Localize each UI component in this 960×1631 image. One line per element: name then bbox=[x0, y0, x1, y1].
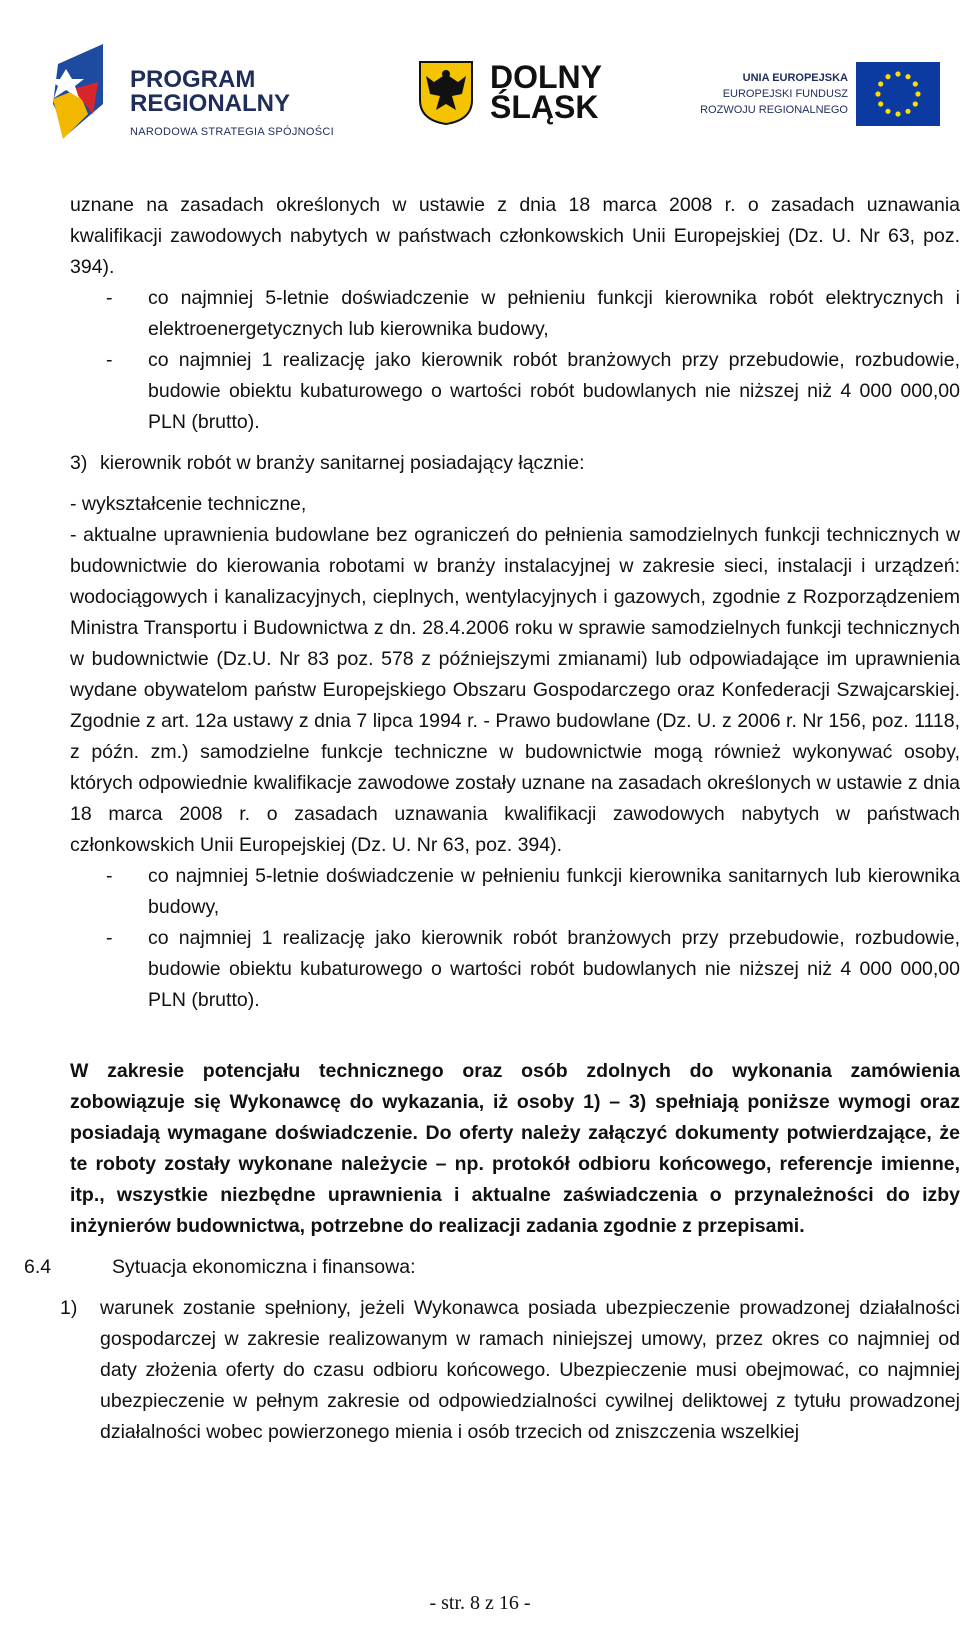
dolny-slask-logo bbox=[418, 60, 618, 132]
dolny-label: DOLNY bbox=[490, 59, 602, 95]
eu-star-icon bbox=[913, 101, 918, 106]
ue-regional-label: ROZWOJU REGIONALNEGO bbox=[700, 104, 848, 116]
eu-flag-icon bbox=[856, 62, 940, 126]
list-item bbox=[70, 283, 960, 345]
list-item-text: co najmniej 1 realizację jako kierownik robót branżowych przy przebudowie, rozbudowie, budowie obiektu kubaturowego o wartości robót budowlanych nie niższej niż 4 000 000,00 PLN (brutto). bbox=[148, 927, 960, 1011]
program-label: PROGRAM bbox=[130, 66, 256, 93]
list-item-text: co najmniej 5-letnie doświadczenie w pełnieniu funkcji kierownika sanitarnych lub kierownika budowy, bbox=[148, 865, 960, 918]
list-item bbox=[70, 861, 960, 923]
program-regionalny-emblem-icon bbox=[48, 44, 128, 149]
item-number: 1) bbox=[60, 1297, 78, 1319]
education-line: - wykształcenie techniczne, bbox=[70, 493, 307, 515]
eu-star-icon bbox=[895, 71, 900, 76]
document-body bbox=[24, 190, 960, 1448]
page-number: - str. 8 z 16 - bbox=[429, 1592, 531, 1614]
regionalny-label: REGIONALNY bbox=[130, 90, 291, 117]
eu-star-icon bbox=[905, 74, 910, 79]
dash-marker: - bbox=[106, 349, 113, 371]
page-header bbox=[0, 0, 960, 160]
slask-label: ŚLĄSK bbox=[490, 89, 599, 125]
section-heading-6-4 bbox=[25, 1252, 960, 1283]
numbered-item-1 bbox=[60, 1293, 960, 1448]
eu-star-icon bbox=[878, 81, 883, 86]
list-item-text: co najmniej 1 realizację jako kierownik robót branżowych przy przebudowie, rozbudowie, budowie obiektu kubaturowego o wartości robót budowlanych nie niższej niż 4 000 000,00 PLN (brutto). bbox=[148, 349, 960, 433]
item-text: kierownik robót w branży sanitarnej posiadający łącznie: bbox=[100, 452, 585, 474]
section-number: 6.4 bbox=[24, 1256, 52, 1278]
dash-marker: - bbox=[106, 287, 113, 309]
eu-star-icon bbox=[895, 111, 900, 116]
ue-fund-label: EUROPEJSKI FUNDUSZ bbox=[722, 88, 848, 100]
eu-star-icon bbox=[875, 91, 880, 96]
section-title: Sytuacja ekonomiczna i finansowa: bbox=[112, 1256, 416, 1278]
eu-star-icon bbox=[913, 81, 918, 86]
item-text: warunek zostanie spełniony, jeżeli Wykonawca posiada ubezpieczenie prowadzonej działalności gospodarczej w zakresie realizowanym w ramach niniejszej umowy, przez okres co najmniej od daty złożenia oferty do czasu odbioru końcowego. Ubezpieczenie musi obejmować, co najmniej ubezpieczenie w pełnym zakresie od odpowiedzialności cywilnej deliktowej z tytułu prowadzonej działalności wobec powierzonego mienia i osób trzecich od zniszczenia wszelkiej bbox=[100, 1297, 960, 1443]
eu-star-icon bbox=[915, 91, 920, 96]
intro-paragraph: uznane na zasadach określonych w ustawie z dnia 18 marca 2008 r. o zasadach uznawania kwalifikacji zawodowych nabytych w państwach członkowskich Unii Europejskiej (Dz. U. Nr 63, poz. 394). bbox=[70, 194, 960, 278]
numbered-item-3 bbox=[70, 448, 960, 479]
eu-star-icon bbox=[905, 109, 910, 114]
eu-star-icon bbox=[878, 101, 883, 106]
program-regionalny-logo bbox=[48, 44, 358, 149]
eu-star-icon bbox=[885, 109, 890, 114]
dash-marker: - bbox=[106, 865, 113, 887]
item-number: 3) bbox=[70, 452, 88, 474]
eu-fund-logo bbox=[680, 60, 940, 128]
qualifications-paragraph: - aktualne uprawnienia budowlane bez ograniczeń do pełnienia samodzielnych funkcji technicznych w budownictwie do kierowania robotami w branży instalacyjnej w zakresie sieci, instalacji i urządzeń: wodociągowych i kanalizacyjnych, cieplnych, wentylacyjnych i gazowych, zgodnie z Rozporządzeniem Ministra Transportu i Budownictwa z dn. 28.4.2006 roku w sprawie samodzielnych funkcji technicznych w budownictwie (Dz.U. Nr 83 poz. 578 z późniejszymi zmianami) lub odpowiadające im uprawnienia wydane obywatelom państw Europejskiego Obszaru Gospodarczego oraz Konfederacji Szwajcarskiej. Zgodnie z art. 12a ustawy z dnia 7 lipca 1994 r. - Prawo budowlane (Dz. U. z 2006 r. Nr 156, poz. 1118, z późn. zm.) samodzielne funkcje techniczne w budownictwie mogą również wykonywać osoby, których odpowiednie kwalifikacje zawodowe zostały uznane na zasadach określonych w ustawie z dnia 18 marca 2008 r. o zasadach uznawania kwalifikacji zawodowych nabytych w państwach członkowskich Unii Europejskiej (Dz. U. Nr 63, poz. 394). bbox=[70, 524, 960, 856]
dash-marker: - bbox=[106, 927, 113, 949]
list-item-text: co najmniej 5-letnie doświadczenie w pełnieniu funkcji kierownika robót elektrycznych i elektroenergetycznych lub kierownika budowy, bbox=[148, 287, 960, 340]
list-item bbox=[70, 923, 960, 1016]
list-item bbox=[70, 345, 960, 438]
program-subtitle: NARODOWA STRATEGIA SPÓJNOŚCI bbox=[130, 126, 334, 138]
requirements-bold-paragraph: W zakresie potencjału technicznego oraz osób zdolnych do wykonania zamówienia zobowiązuje się Wykonawcę do wykazania, iż osoby 1) – 3) spełniają poniższe wymogi oraz posiadają wymagane doświadczenie. Do oferty należy załączyć dokumenty potwierdzające, że te roboty zostały wykonane należycie – np. protokół odbioru końcowego, referencje imienne, itp., wszystkie niezbędne uprawnienia i aktualne zaświadczenia o przynależności do izby inżynierów budownictwa, potrzebne do realizacji zadania zgodnie z przepisami. bbox=[70, 1060, 960, 1237]
eagle-coat-of-arms-icon bbox=[418, 60, 474, 126]
ue-label: UNIA EUROPEJSKA bbox=[742, 72, 848, 84]
eu-star-icon bbox=[885, 74, 890, 79]
